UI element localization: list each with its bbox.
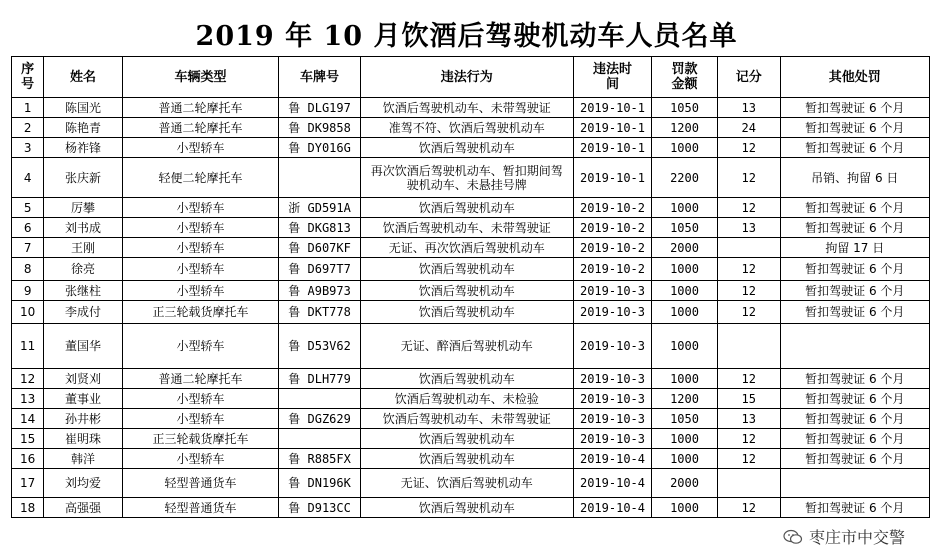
cell-name: 李成付 [44,301,122,324]
table-row [12,301,930,324]
cell-fine: 1000 [652,258,718,281]
cell-fine: 1000 [652,324,718,369]
cell-other-penalty: 暂扣驾驶证 6 个月 [780,218,929,238]
table-row [12,281,930,301]
cell-violation: 饮酒后驾驶机动车 [360,301,573,324]
cell-plate: 鲁 DLG197 [279,98,360,118]
cell-plate: 鲁 DY016G [279,138,360,158]
cell-vehicle-type: 正三轮载货摩托车 [122,301,279,324]
cell-name: 陈国光 [44,98,122,118]
cell-fine: 2000 [652,469,718,498]
header-vehicle-type: 车辆类型 [122,57,279,98]
cell-seq: 17 [12,469,44,498]
cell-name: 陈艳青 [44,118,122,138]
cell-seq: 7 [12,238,44,258]
watermark [779,524,909,549]
cell-points: 12 [717,429,780,449]
cell-violation-time: 2019-10-3 [573,409,651,429]
cell-violation: 无证、再次饮酒后驾驶机动车 [360,238,573,258]
cell-violation: 饮酒后驾驶机动车 [360,258,573,281]
cell-seq: 5 [12,198,44,218]
table-row [12,258,930,281]
cell-fine: 1200 [652,389,718,409]
cell-violation: 饮酒后驾驶机动车 [360,138,573,158]
header-points: 记分 [717,57,780,98]
header-seq: 序号 [12,57,44,98]
cell-violation-time: 2019-10-2 [573,218,651,238]
cell-plate: 鲁 D913CC [279,498,360,518]
cell-name: 刘贤刈 [44,369,122,389]
cell-other-penalty: 暂扣驾驶证 6 个月 [780,429,929,449]
cell-fine: 1000 [652,369,718,389]
cell-violation: 无证、醉酒后驾驶机动车 [360,324,573,369]
cell-vehicle-type: 小型轿车 [122,409,279,429]
cell-plate: 鲁 DKG813 [279,218,360,238]
table-row [12,389,930,409]
cell-other-penalty: 暂扣驾驶证 6 个月 [780,98,929,118]
cell-other-penalty: 暂扣驾驶证 6 个月 [780,409,929,429]
table-row [12,409,930,429]
cell-vehicle-type: 小型轿车 [122,389,279,409]
page-title: 2019 年 10 月饮酒后驾驶机动车人员名单 [195,21,738,52]
cell-name: 刘书成 [44,218,122,238]
cell-points: 12 [717,369,780,389]
cell-plate: 鲁 D53V62 [279,324,360,369]
cell-violation-time: 2019-10-2 [573,258,651,281]
cell-seq: 8 [12,258,44,281]
cell-plate: 浙 GD591A [279,198,360,218]
cell-other-penalty [780,469,929,498]
cell-vehicle-type: 普通二轮摩托车 [122,369,279,389]
cell-other-penalty: 暂扣驾驶证 6 个月 [780,138,929,158]
cell-violation-time: 2019-10-3 [573,301,651,324]
cell-points [717,324,780,369]
cell-other-penalty: 暂扣驾驶证 6 个月 [780,281,929,301]
cell-name: 厉攀 [44,198,122,218]
cell-vehicle-type: 轻型普通货车 [122,469,279,498]
cell-violation: 饮酒后驾驶机动车、未带驾驶证 [360,98,573,118]
cell-fine: 1200 [652,118,718,138]
cell-other-penalty: 暂扣驾驶证 6 个月 [780,369,929,389]
cell-seq: 6 [12,218,44,238]
cell-violation-time: 2019-10-3 [573,281,651,301]
cell-violation: 饮酒后驾驶机动车、未检验 [360,389,573,409]
cell-vehicle-type: 普通二轮摩托车 [122,118,279,138]
table-row [12,238,930,258]
table-row [12,469,930,498]
table-header-row [12,57,930,98]
table-row [12,369,930,389]
cell-seq: 16 [12,449,44,469]
cell-other-penalty: 暂扣驾驶证 6 个月 [780,449,929,469]
table-row [12,198,930,218]
cell-points [717,238,780,258]
cell-points: 12 [717,449,780,469]
cell-fine: 1050 [652,98,718,118]
cell-violation: 饮酒后驾驶机动车 [360,429,573,449]
cell-other-penalty: 吊销、拘留 6 日 [780,158,929,198]
cell-vehicle-type: 小型轿车 [122,218,279,238]
cell-name: 杨祚锋 [44,138,122,158]
cell-plate: 鲁 DKT778 [279,301,360,324]
cell-points: 12 [717,158,780,198]
cell-plate: 鲁 DGZ629 [279,409,360,429]
cell-points: 12 [717,258,780,281]
cell-seq: 10 [12,301,44,324]
cell-vehicle-type: 轻便二轮摩托车 [122,158,279,198]
cell-points: 12 [717,281,780,301]
cell-seq: 9 [12,281,44,301]
cell-violation-time: 2019-10-1 [573,98,651,118]
cell-violation: 饮酒后驾驶机动车、未带驾驶证 [360,218,573,238]
cell-other-penalty: 暂扣驾驶证 6 个月 [780,198,929,218]
table-row [12,498,930,518]
table-row [12,158,930,198]
table-row [12,98,930,118]
cell-other-penalty: 拘留 17 日 [780,238,929,258]
cell-name: 刘均爱 [44,469,122,498]
cell-other-penalty: 暂扣驾驶证 6 个月 [780,118,929,138]
cell-name: 张庆新 [44,158,122,198]
cell-fine: 2000 [652,238,718,258]
cell-fine: 1000 [652,301,718,324]
cell-name: 韩洋 [44,449,122,469]
cell-fine: 1000 [652,498,718,518]
cell-plate: 鲁 DK9858 [279,118,360,138]
cell-violation: 饮酒后驾驶机动车 [360,198,573,218]
header-name: 姓名 [44,57,122,98]
cell-violation-time: 2019-10-4 [573,498,651,518]
cell-plate: 鲁 D607KF [279,238,360,258]
offender-table [11,56,930,518]
cell-other-penalty: 暂扣驾驶证 6 个月 [780,258,929,281]
cell-other-penalty: 暂扣驾驶证 6 个月 [780,498,929,518]
cell-fine: 1000 [652,449,718,469]
cell-name: 王刚 [44,238,122,258]
cell-name: 高强强 [44,498,122,518]
cell-vehicle-type: 小型轿车 [122,198,279,218]
cell-plate: 鲁 DLH779 [279,369,360,389]
cell-vehicle-type: 正三轮载货摩托车 [122,429,279,449]
cell-points: 12 [717,198,780,218]
cell-fine: 1000 [652,198,718,218]
cell-name: 董国华 [44,324,122,369]
cell-seq: 1 [12,98,44,118]
cell-seq: 14 [12,409,44,429]
cell-violation: 准驾不符、饮酒后驾驶机动车 [360,118,573,138]
cell-fine: 1000 [652,138,718,158]
cell-seq: 12 [12,369,44,389]
cell-violation: 再次饮酒后驾驶机动车、暂扣期间驾驶机动车、未悬挂号牌 [360,158,573,198]
cell-name: 孙井彬 [44,409,122,429]
header-fine: 罚款金额 [652,57,718,98]
cell-fine: 1050 [652,218,718,238]
cell-points [717,469,780,498]
cell-points: 15 [717,389,780,409]
cell-plate [279,389,360,409]
cell-fine: 1000 [652,429,718,449]
table-row [12,429,930,449]
cell-plate: 鲁 DN196K [279,469,360,498]
cell-name: 崔明珠 [44,429,122,449]
cell-violation-time: 2019-10-4 [573,449,651,469]
cell-seq: 2 [12,118,44,138]
table-row [12,449,930,469]
cell-violation-time: 2019-10-4 [573,469,651,498]
cell-points: 24 [717,118,780,138]
cell-violation-time: 2019-10-2 [573,238,651,258]
cell-other-penalty: 暂扣驾驶证 6 个月 [780,301,929,324]
cell-vehicle-type: 小型轿车 [122,324,279,369]
cell-vehicle-type: 小型轿车 [122,238,279,258]
table-row [12,218,930,238]
cell-points: 12 [717,301,780,324]
cell-other-penalty [780,324,929,369]
header-plate: 车牌号 [279,57,360,98]
cell-seq: 13 [12,389,44,409]
cell-seq: 11 [12,324,44,369]
cell-violation-time: 2019-10-3 [573,324,651,369]
cell-plate: 鲁 R885FX [279,449,360,469]
cell-points: 12 [717,498,780,518]
cell-vehicle-type: 小型轿车 [122,258,279,281]
cell-vehicle-type: 小型轿车 [122,449,279,469]
cell-fine: 1050 [652,409,718,429]
cell-violation: 饮酒后驾驶机动车 [360,281,573,301]
cell-name: 董事业 [44,389,122,409]
cell-points: 13 [717,409,780,429]
cell-violation: 饮酒后驾驶机动车 [360,369,573,389]
cell-fine: 1000 [652,281,718,301]
cell-name: 徐亮 [44,258,122,281]
cell-points: 13 [717,98,780,118]
cell-vehicle-type: 小型轿车 [122,138,279,158]
cell-violation: 饮酒后驾驶机动车 [360,449,573,469]
table-row [12,324,930,369]
cell-points: 12 [717,138,780,158]
cell-seq: 3 [12,138,44,158]
cell-plate: 鲁 D697T7 [279,258,360,281]
cell-seq: 4 [12,158,44,198]
cell-violation: 饮酒后驾驶机动车、未带驾驶证 [360,409,573,429]
cell-plate [279,158,360,198]
cell-plate [279,429,360,449]
cell-seq: 15 [12,429,44,449]
cell-violation-time: 2019-10-2 [573,198,651,218]
header-violation-time: 违法时间 [573,57,651,98]
cell-vehicle-type: 轻型普通货车 [122,498,279,518]
header-other-penalty: 其他处罚 [780,57,929,98]
cell-violation-time: 2019-10-3 [573,429,651,449]
cell-violation: 无证、饮酒后驾驶机动车 [360,469,573,498]
watermark-label: 枣庄市中交警 [808,528,905,547]
table-row [12,118,930,138]
cell-plate: 鲁 A9B973 [279,281,360,301]
table-row [12,138,930,158]
cell-other-penalty: 暂扣驾驶证 6 个月 [780,389,929,409]
cell-vehicle-type: 普通二轮摩托车 [122,98,279,118]
cell-violation-time: 2019-10-1 [573,158,651,198]
cell-violation: 饮酒后驾驶机动车 [360,498,573,518]
cell-violation-time: 2019-10-1 [573,138,651,158]
cell-seq: 18 [12,498,44,518]
cell-name: 张继柱 [44,281,122,301]
cell-vehicle-type: 小型轿车 [122,281,279,301]
cell-points: 13 [717,218,780,238]
cell-violation-time: 2019-10-3 [573,389,651,409]
cell-violation-time: 2019-10-3 [573,369,651,389]
cell-fine: 2200 [652,158,718,198]
header-violation: 违法行为 [360,57,573,98]
wechat-icon [783,529,803,545]
cell-violation-time: 2019-10-1 [573,118,651,138]
